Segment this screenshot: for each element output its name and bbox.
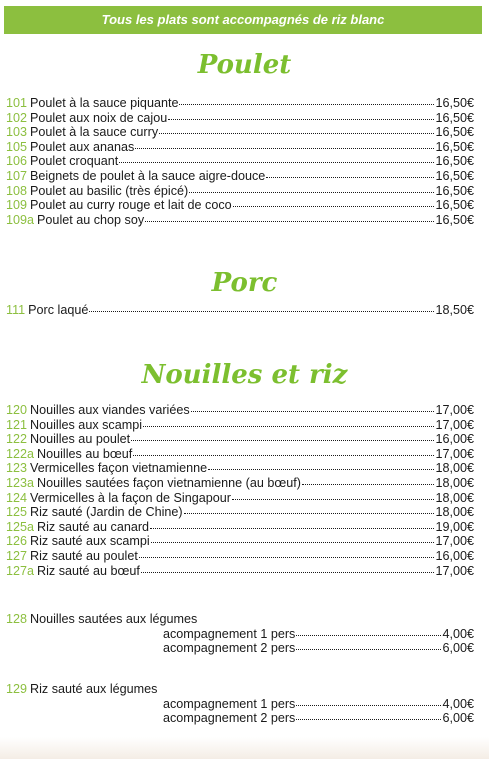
item-number: 120 (6, 403, 28, 417)
menu-item (6, 505, 474, 520)
item-price: 4,00€ (442, 626, 474, 641)
item-name: Nouilles au bœuf (37, 446, 133, 461)
item-price: 16,50€ (435, 198, 474, 213)
item-name: Nouilles aux scampi (30, 417, 143, 432)
item-name: Nouilles au poulet (30, 432, 131, 447)
item-name: Poulet au curry rouge et lait de coco (30, 198, 232, 213)
item-price: 16,50€ (435, 125, 474, 140)
menu-item-129 (6, 682, 474, 726)
dot-leader (119, 162, 434, 163)
item-number: 101 (6, 96, 28, 110)
item-price: 18,00€ (435, 475, 474, 490)
menu-item (6, 140, 474, 155)
item-price: 18,00€ (435, 461, 474, 476)
item-number: 102 (6, 110, 28, 125)
item-price: 16,50€ (435, 154, 474, 169)
item-name: Riz sauté au canard (37, 519, 150, 534)
dot-leader (150, 528, 434, 529)
item-number: 127 (6, 548, 28, 563)
item-price: 17,00€ (435, 403, 474, 417)
menu-item (6, 198, 474, 213)
item-name: Poulet aux noix de cajou (30, 110, 168, 125)
item-price: 6,00€ (442, 641, 474, 656)
nouilles-list (6, 403, 474, 578)
item-price: 16,50€ (435, 110, 474, 125)
item-name: Poulet à la sauce piquante (30, 96, 179, 110)
dot-leader (168, 119, 434, 120)
menu-item (6, 303, 474, 318)
portion-label: acompagnement 2 pers (163, 641, 296, 656)
item-name: Riz sauté (Jardin de Chine) (30, 505, 183, 520)
dot-leader (89, 311, 434, 312)
dot-leader (296, 635, 441, 636)
dot-leader (208, 469, 434, 470)
dot-leader (302, 484, 435, 485)
dot-leader (159, 133, 434, 134)
menu-item (6, 125, 474, 140)
dot-leader (233, 206, 435, 207)
section-title-poulet: Poulet (197, 50, 292, 80)
item-number: 122 (6, 432, 28, 447)
info-banner: Tous les plats sont accompagnés de riz blanc (4, 6, 482, 34)
menu-item (6, 447, 474, 462)
item-price: 6,00€ (442, 711, 474, 726)
item-name: Poulet au chop soy (37, 212, 145, 227)
item-number: 125 (6, 505, 28, 520)
dot-leader (296, 705, 441, 706)
item-price: 16,50€ (435, 168, 474, 183)
item-name: Riz sauté aux scampi (30, 534, 150, 549)
item-name: Porc laqué (28, 303, 89, 317)
dot-leader (179, 104, 434, 105)
dot-leader (145, 221, 434, 222)
item-number: 124 (6, 490, 28, 505)
menu-item (6, 403, 474, 418)
item-name: Nouilles sautées façon vietnamienne (au bœuf) (37, 475, 301, 490)
dot-leader (266, 177, 434, 178)
item-price: 16,00€ (435, 432, 474, 447)
item-number: 122a (6, 446, 35, 461)
item-name: Riz sauté au bœuf (37, 563, 140, 578)
section-title-porc: Porc (211, 268, 278, 298)
menu-item (6, 96, 474, 111)
item-price: 19,00€ (435, 519, 474, 534)
item-price: 18,00€ (435, 490, 474, 505)
dot-leader (296, 649, 441, 650)
menu-item (6, 461, 474, 476)
dot-leader (139, 557, 435, 558)
portion-label: acompagnement 1 pers (163, 696, 296, 711)
dot-leader (184, 513, 435, 514)
item-price: 18,00€ (435, 505, 474, 520)
item-price: 18,50€ (435, 303, 474, 317)
item-number: 109 (6, 198, 28, 213)
menu-item (6, 184, 474, 199)
item-name: Poulet au basilic (très épicé) (30, 183, 189, 198)
porc-list (6, 303, 474, 318)
item-number: 108 (6, 183, 28, 198)
item-number: 121 (6, 417, 28, 432)
portion-label: acompagnement 2 pers (163, 711, 296, 726)
portion-label: acompagnement 1 pers (163, 626, 296, 641)
item-price: 16,50€ (435, 183, 474, 198)
dot-leader (131, 440, 434, 441)
menu-item (6, 491, 474, 506)
item-number: 103 (6, 125, 28, 140)
item-price: 17,00€ (435, 446, 474, 461)
dot-leader (135, 148, 434, 149)
dot-leader (143, 426, 434, 427)
item-price: 4,00€ (442, 696, 474, 711)
item-name: Beignets de poulet à la sauce aigre-douce (30, 168, 266, 183)
poulet-list (6, 96, 474, 227)
menu-item (6, 154, 474, 169)
item-number: 128 (6, 612, 28, 626)
item-name: Vermicelles façon vietnamienne (30, 461, 208, 476)
item-number: 123 (6, 461, 28, 476)
item-price: 17,00€ (435, 417, 474, 432)
dot-leader (191, 411, 435, 412)
menu-item (6, 111, 474, 126)
dot-leader (133, 455, 434, 456)
menu-item (6, 520, 474, 535)
item-price: 16,50€ (435, 212, 474, 227)
item-price: 17,00€ (435, 534, 474, 549)
item-name: Nouilles sautées aux légumes (30, 612, 198, 626)
item-name: Poulet à la sauce curry (30, 125, 159, 140)
item-number: 111 (6, 303, 26, 317)
menu-item (6, 418, 474, 433)
item-number: 127a (6, 563, 35, 578)
menu-item (6, 169, 474, 184)
item-name: Riz sauté aux légumes (30, 682, 158, 696)
dot-leader (232, 499, 435, 500)
bottom-decoration (0, 737, 489, 759)
item-number: 105 (6, 139, 28, 154)
item-price: 16,00€ (435, 548, 474, 563)
item-name: Nouilles aux viandes variées (30, 403, 190, 417)
menu-item (6, 549, 474, 564)
item-name: Poulet aux ananas (30, 139, 135, 154)
menu-item (6, 432, 474, 447)
menu-item (6, 476, 474, 491)
dot-leader (141, 572, 435, 573)
item-name: Riz sauté au poulet (30, 548, 138, 563)
item-price: 16,50€ (435, 96, 474, 110)
item-name: Vermicelles à la façon de Singapour (30, 490, 231, 505)
dot-leader (151, 542, 435, 543)
item-number: 106 (6, 154, 28, 169)
item-price: 17,00€ (435, 563, 474, 578)
item-number: 123a (6, 475, 35, 490)
dot-leader (296, 719, 441, 720)
item-number: 125a (6, 519, 35, 534)
item-number: 126 (6, 534, 28, 549)
section-title-nouilles: Nouilles et riz (141, 360, 348, 390)
menu-item (6, 534, 474, 549)
menu-item (6, 213, 474, 228)
item-number: 107 (6, 168, 28, 183)
item-number: 109a (6, 212, 35, 227)
dot-leader (189, 192, 434, 193)
item-name: Poulet croquant (30, 154, 119, 169)
item-price: 16,50€ (435, 139, 474, 154)
menu-item (6, 564, 474, 579)
menu-item-128 (6, 612, 474, 656)
item-number: 129 (6, 682, 28, 696)
